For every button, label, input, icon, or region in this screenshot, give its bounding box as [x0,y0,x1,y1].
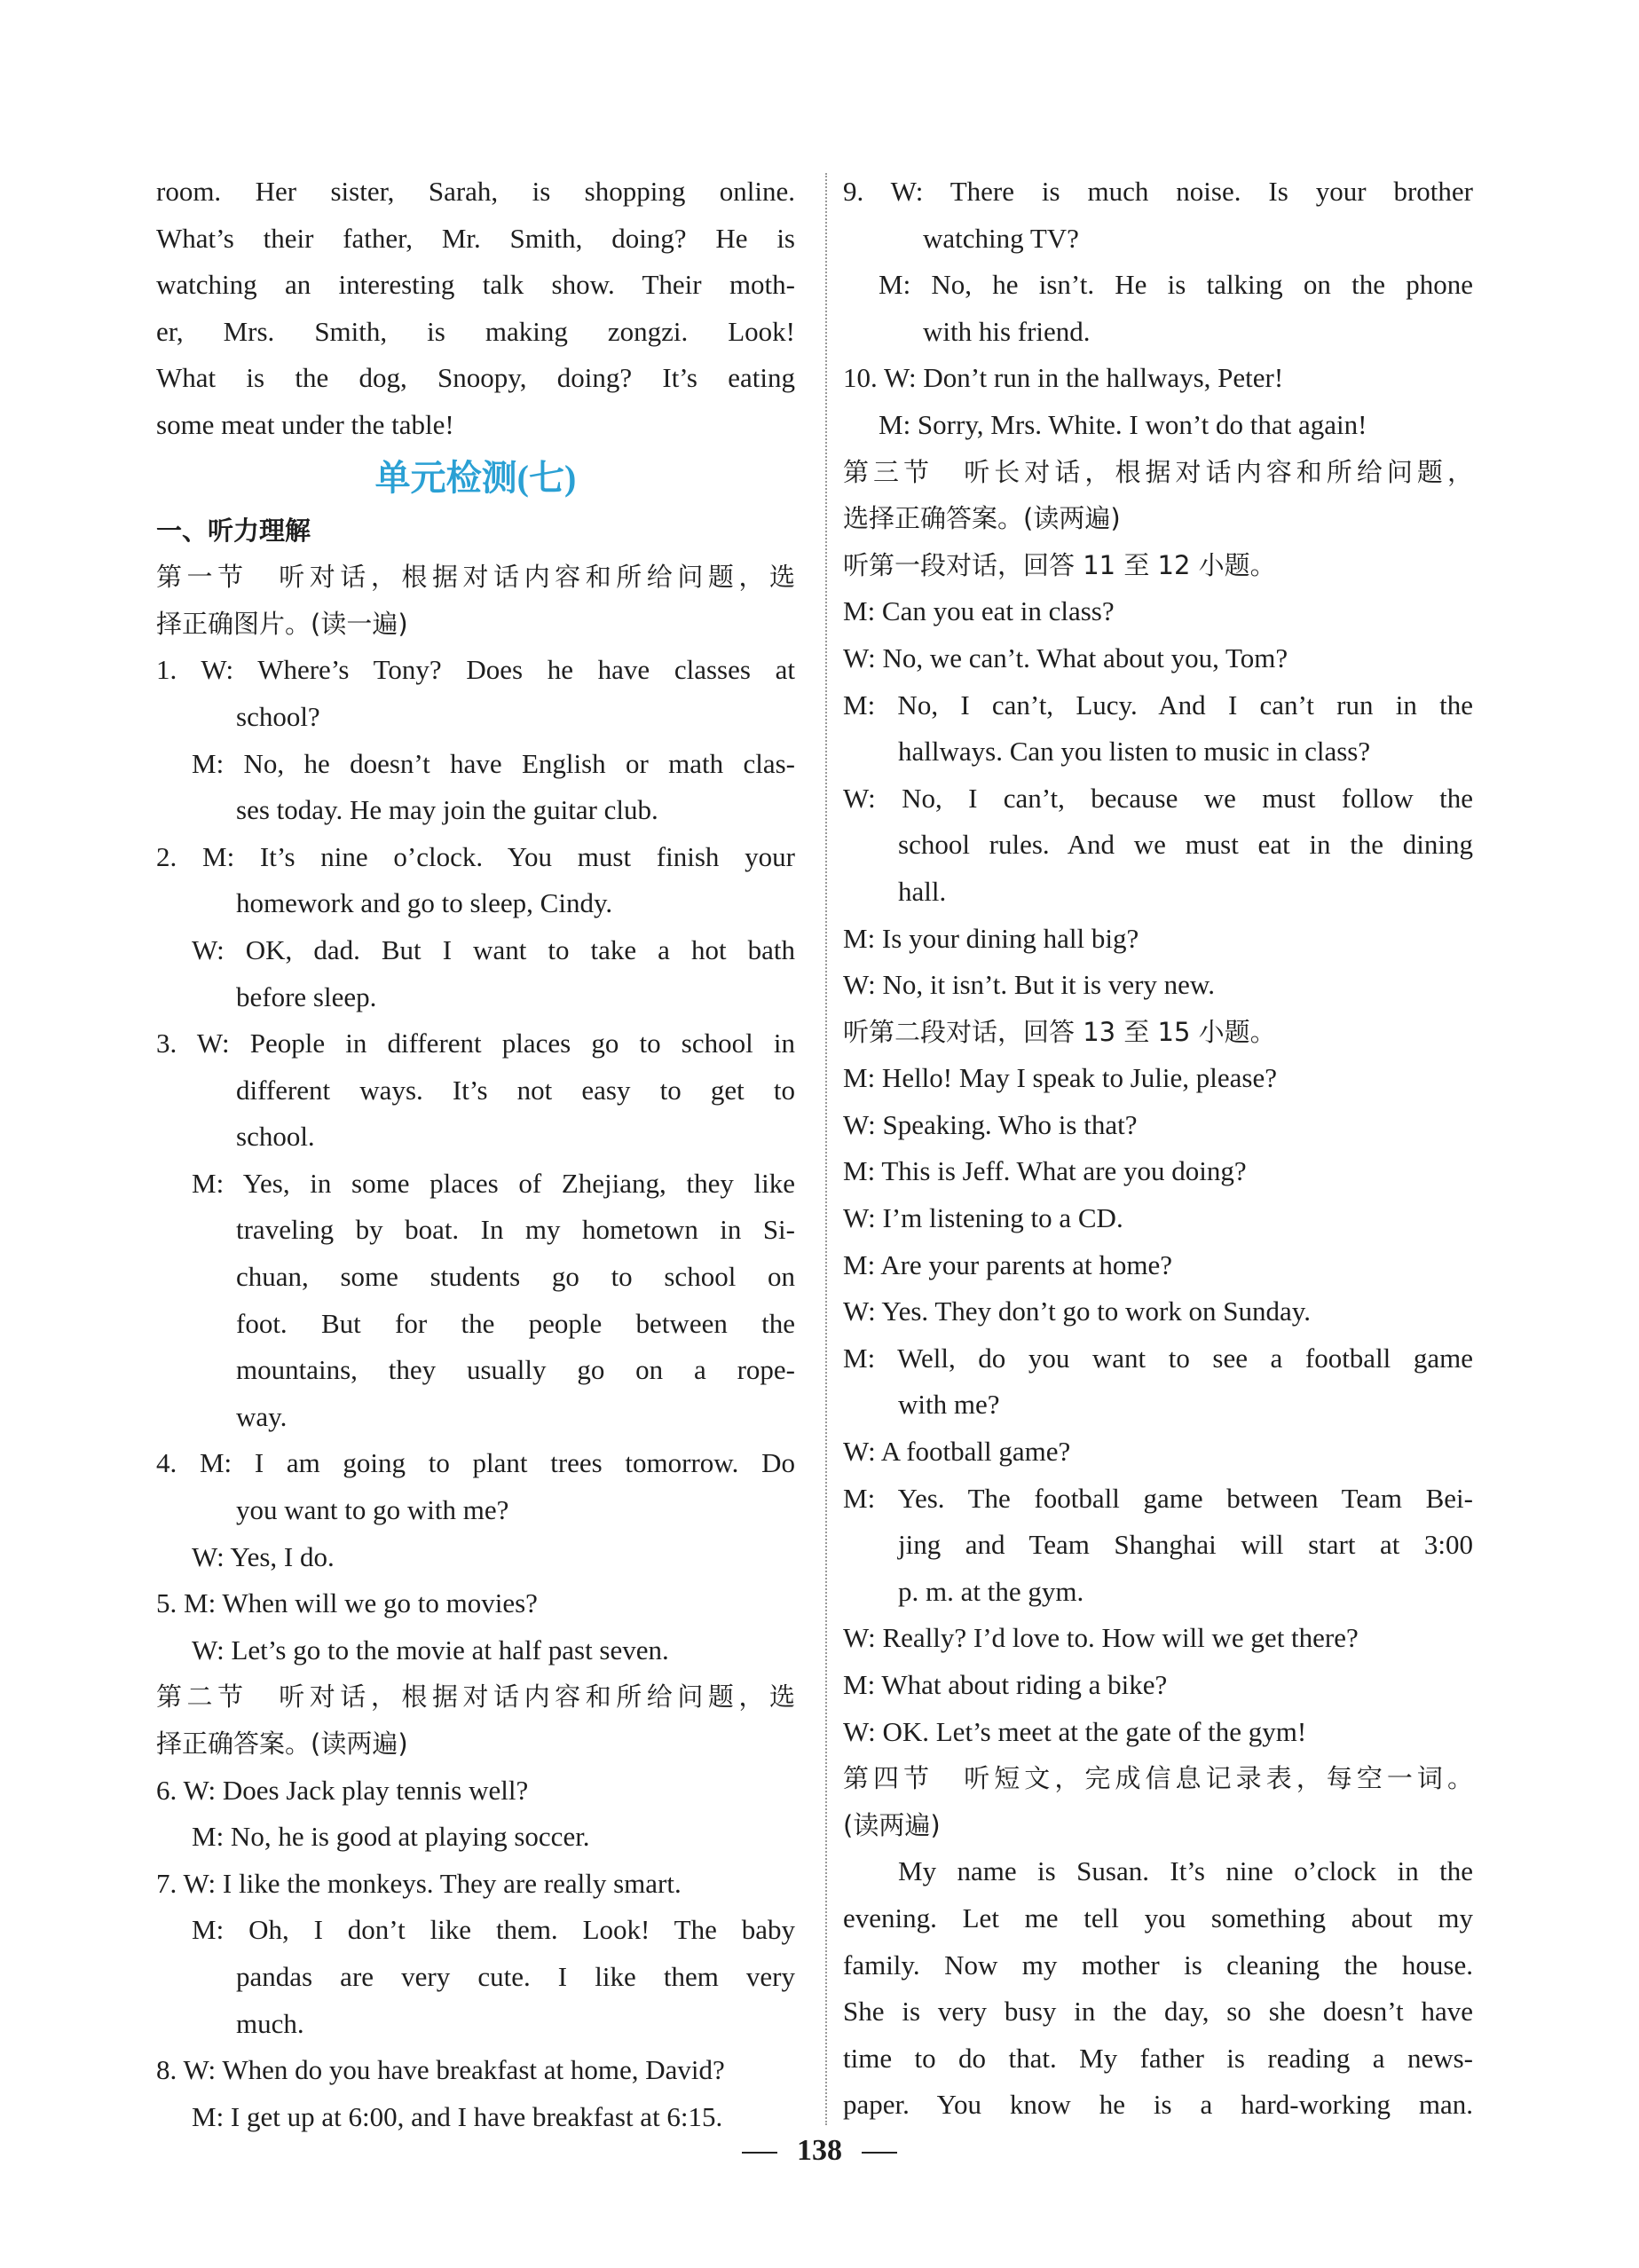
conversation-intro: 听第二段对话，回答 13 至 15 小题。 [843,1016,1276,1047]
conversation-intro: 听第一段对话，回答 11 至 12 小题。 [843,549,1276,580]
text-line: What is the dog, Snoopy, doing? It’s eating [156,362,795,394]
passage-line: time to do that. My father is reading a news- [843,2042,1473,2074]
dialogue-line: 10. W: Don’t run in the hallways, Peter! [843,362,1284,394]
text-line: room. Her sister, Sarah, is shopping online. [156,176,795,207]
dialogue-line: M: Yes, in some places of Zhejiang, they like [192,1167,795,1199]
dialogue-line: before sleep. [236,980,377,1012]
dialogue-line: way. [236,1400,288,1432]
dialogue-line: hallways. Can you listen to music in class? [898,736,1371,768]
text-line: some meat under the table! [156,408,454,440]
dialogue-line: school rules. And we must eat in the dining [898,829,1473,861]
dialogue-line: 4. M: I am going to plant trees tomorrow. Do [156,1447,795,1479]
part-instruction: 第四节 听短文，完成信息记录表，每空一词。 [843,1763,1473,1794]
dialogue-line: traveling by boat. In my hometown in Si- [236,1214,795,1246]
dialogue-line: M: Hello! May I speak to Julie, please? [843,1062,1277,1094]
dialogue-line: with me? [898,1389,1000,1421]
dialogue-line: M: Is your dining hall big? [843,922,1139,954]
dialogue-line: W: Speaking. Who is that? [843,1108,1138,1140]
text-line: er, Mrs. Smith, is making zongzi. Look! [156,315,795,347]
part-instruction: 择正确图片。(读一遍) [156,608,408,639]
page-number-text: 138 [797,2134,842,2167]
dialogue-line: 9. W: There is much noise. Is your brother [843,176,1473,207]
dialogue-line: M: No, he is good at playing soccer. [192,1821,590,1853]
dialogue-line: M: Can you eat in class? [843,595,1115,627]
dialogue-line: M: No, he isn’t. He is talking on the phone [879,269,1473,301]
left-column [156,169,795,2140]
dialogue-line: W: Yes, I do. [192,1540,335,1572]
dialogue-line: hall. [898,875,947,907]
dialogue-line: watching TV? [923,222,1079,254]
dialogue-line: M: This is Jeff. What are you doing? [843,1155,1247,1187]
dialogue-line: W: Let’s go to the movie at half past seven. [192,1634,669,1666]
column-divider [825,173,827,2125]
right-column [843,169,1473,2129]
dialogue-line: jing and Team Shanghai will start at 3:00 [898,1529,1473,1561]
dialogue-line: 2. M: It’s nine o’clock. You must finish your [156,840,795,872]
dialogue-line: W: A football game? [843,1436,1071,1468]
dialogue-line: homework and go to sleep, Cindy. [236,887,613,919]
dialogue-line: M: Well, do you want to see a football game [843,1342,1473,1374]
dialogue-line: foot. But for the people between the [236,1307,795,1339]
dialogue-line: M: Are your parents at home? [843,1248,1173,1280]
part-instruction: 择正确答案。(读两遍) [156,1729,408,1759]
dialogue-line: M: I get up at 6:00, and I have breakfast at 6:15. [192,2100,723,2132]
dialogue-line: you want to go with me? [236,1494,509,1526]
dialogue-line: p. m. at the gym. [898,1575,1084,1607]
dialogue-line: 1. W: Where’s Tony? Does he have classes at [156,654,795,686]
dialogue-line: chuan, some students go to school on [236,1261,795,1293]
dialogue-line: W: No, we can’t. What about you, Tom? [843,642,1288,673]
dash-right [862,2152,897,2154]
dialogue-line: 3. W: People in different places go to school in [156,1028,795,1059]
dialogue-line: much. [236,2007,304,2039]
dialogue-line: M: What about riding a bike? [843,1669,1168,1700]
part-instruction: 第一节 听对话，根据对话内容和所给问题，选 [156,562,795,593]
dialogue-line: 5. M: When will we go to movies? [156,1587,538,1619]
dialogue-line: M: Yes. The football game between Team Bei- [843,1482,1473,1514]
page-number [0,2134,1639,2168]
dialogue-line: M: No, he doesn’t have English or math clas- [192,747,795,779]
dialogue-line: M: Oh, I don’t like them. Look! The baby [192,1914,795,1946]
passage-line: family. Now my mother is cleaning the house. [843,1949,1473,1981]
part-instruction: 第二节 听对话，根据对话内容和所给问题，选 [156,1681,795,1713]
dialogue-line: W: No, I can’t, because we must follow the [843,782,1473,814]
dialogue-line: 7. W: I like the monkeys. They are really smart. [156,1867,682,1899]
dialogue-line: 6. W: Does Jack play tennis well? [156,1774,529,1806]
unit-title: 单元检测(七) [374,457,577,498]
dialogue-line: ses today. He may join the guitar club. [236,794,658,826]
dash-left [742,2152,777,2154]
passage-line: She is very busy in the day, so she doesn’t have [843,1996,1473,2028]
dialogue-line: 8. W: When do you have breakfast at home, David? [156,2054,725,2086]
dialogue-line: with his friend. [923,315,1091,347]
dialogue-line: mountains, they usually go on a rope- [236,1354,795,1386]
dialogue-line: W: No, it isn’t. But it is very new. [843,969,1216,1001]
dialogue-line: school. [236,1121,315,1153]
part-instruction: 第三节 听长对话，根据对话内容和所给问题， [843,456,1473,487]
dialogue-line: W: OK. Let’s meet at the gate of the gym! [843,1715,1307,1747]
section-heading: 一、听力理解 [156,515,311,546]
dialogue-line: different ways. It’s not easy to get to [236,1074,795,1106]
passage-line: paper. You know he is a hard-working man. [843,2089,1473,2121]
dialogue-line: W: Really? I’d love to. How will we get there? [843,1622,1359,1654]
part-instruction: 选择正确答案。(读两遍) [843,503,1121,534]
text-line: watching an interesting talk show. Their moth- [156,269,795,301]
text-line: What’s their father, Mr. Smith, doing? He is [156,222,795,254]
dialogue-line: M: Sorry, Mrs. White. I won’t do that again! [879,408,1367,440]
passage-line: My name is Susan. It’s nine o’clock in the [898,1855,1473,1887]
part-instruction: (读两遍) [843,1809,941,1840]
dialogue-line: W: Yes. They don’t go to work on Sunday. [843,1295,1311,1327]
dialogue-line: pandas are very cute. I like them very [236,1960,795,1992]
dialogue-line: W: I’m listening to a CD. [843,1202,1123,1234]
dialogue-line: W: OK, dad. But I want to take a hot bath [192,933,795,965]
passage-line: evening. Let me tell you something about my [843,1902,1473,1933]
dialogue-line: school? [236,700,320,732]
dialogue-line: M: No, I can’t, Lucy. And I can’t run in the [843,689,1473,721]
